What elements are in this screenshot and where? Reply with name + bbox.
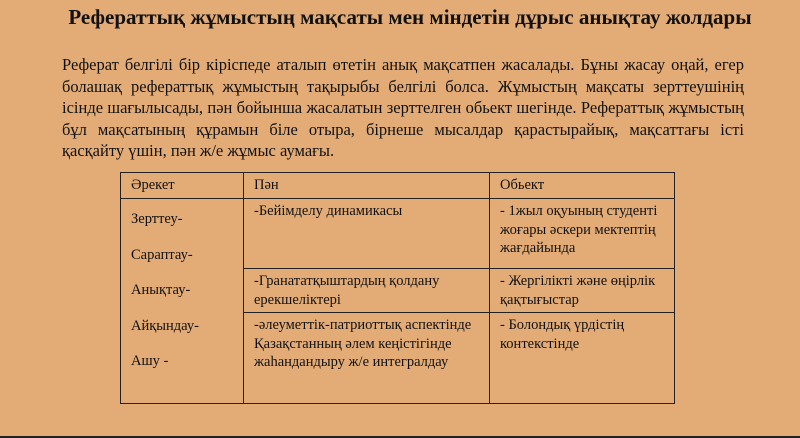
page-title: Рефераттық жұмыстың мақсаты мен міндетін дұрыс анықтау жолдары xyxy=(68,5,752,29)
subject-cell: -Гранататқыштардың қолдану ерекшеліктері xyxy=(244,269,490,313)
action-item: Ашу - xyxy=(131,353,169,369)
action-item: Айқындау- xyxy=(131,317,199,334)
action-item: Зерттеу- xyxy=(131,211,183,227)
subject-cell: -Бейімделу динамикасы xyxy=(244,199,490,269)
goals-table xyxy=(120,172,675,404)
intro-paragraph: Реферат белгілі бір кіріспеде аталып өтетін анық мақсатпен жасалады. Бұны жасау оңай, егер болашақ рефераттық жұмыстың тақырыбы белгілі болса. Жұмыстың мақсаты зерттеушінің ісінде шағылысады, пән бойынша жасалатын зерттелген обьект шегінде. Рефераттық жұмыстың бұл мақсатының құрамын біле отыра, бірнеше мысалдар қарастырайық, мақсаттағы істі қасқайту үшін, пән ж/е жұмыс аумағы. xyxy=(62,55,744,161)
object-cell: - 1жыл оқуының студенті жоғары әскери мектептің жағдайында xyxy=(490,199,675,269)
action-item: Анықтау- xyxy=(131,282,191,298)
header-subject: Пән xyxy=(244,173,490,199)
subject-cell: -әлеуметтік-патриоттық аспектінде Қазақстанның әлем кеңістігінде жаһандандыру ж/е интегралдау xyxy=(244,313,490,404)
action-item: Сараптау- xyxy=(131,246,193,263)
actions-cell xyxy=(121,199,244,404)
header-object: Обьект xyxy=(490,173,675,199)
object-cell: - Болондық үрдістің контекстінде xyxy=(490,313,675,404)
header-action: Әрекет xyxy=(121,173,244,199)
table-row xyxy=(121,199,675,269)
table-header-row xyxy=(121,173,675,199)
object-cell: - Жергілікті және өңірлік қақтығыстар xyxy=(490,269,675,313)
